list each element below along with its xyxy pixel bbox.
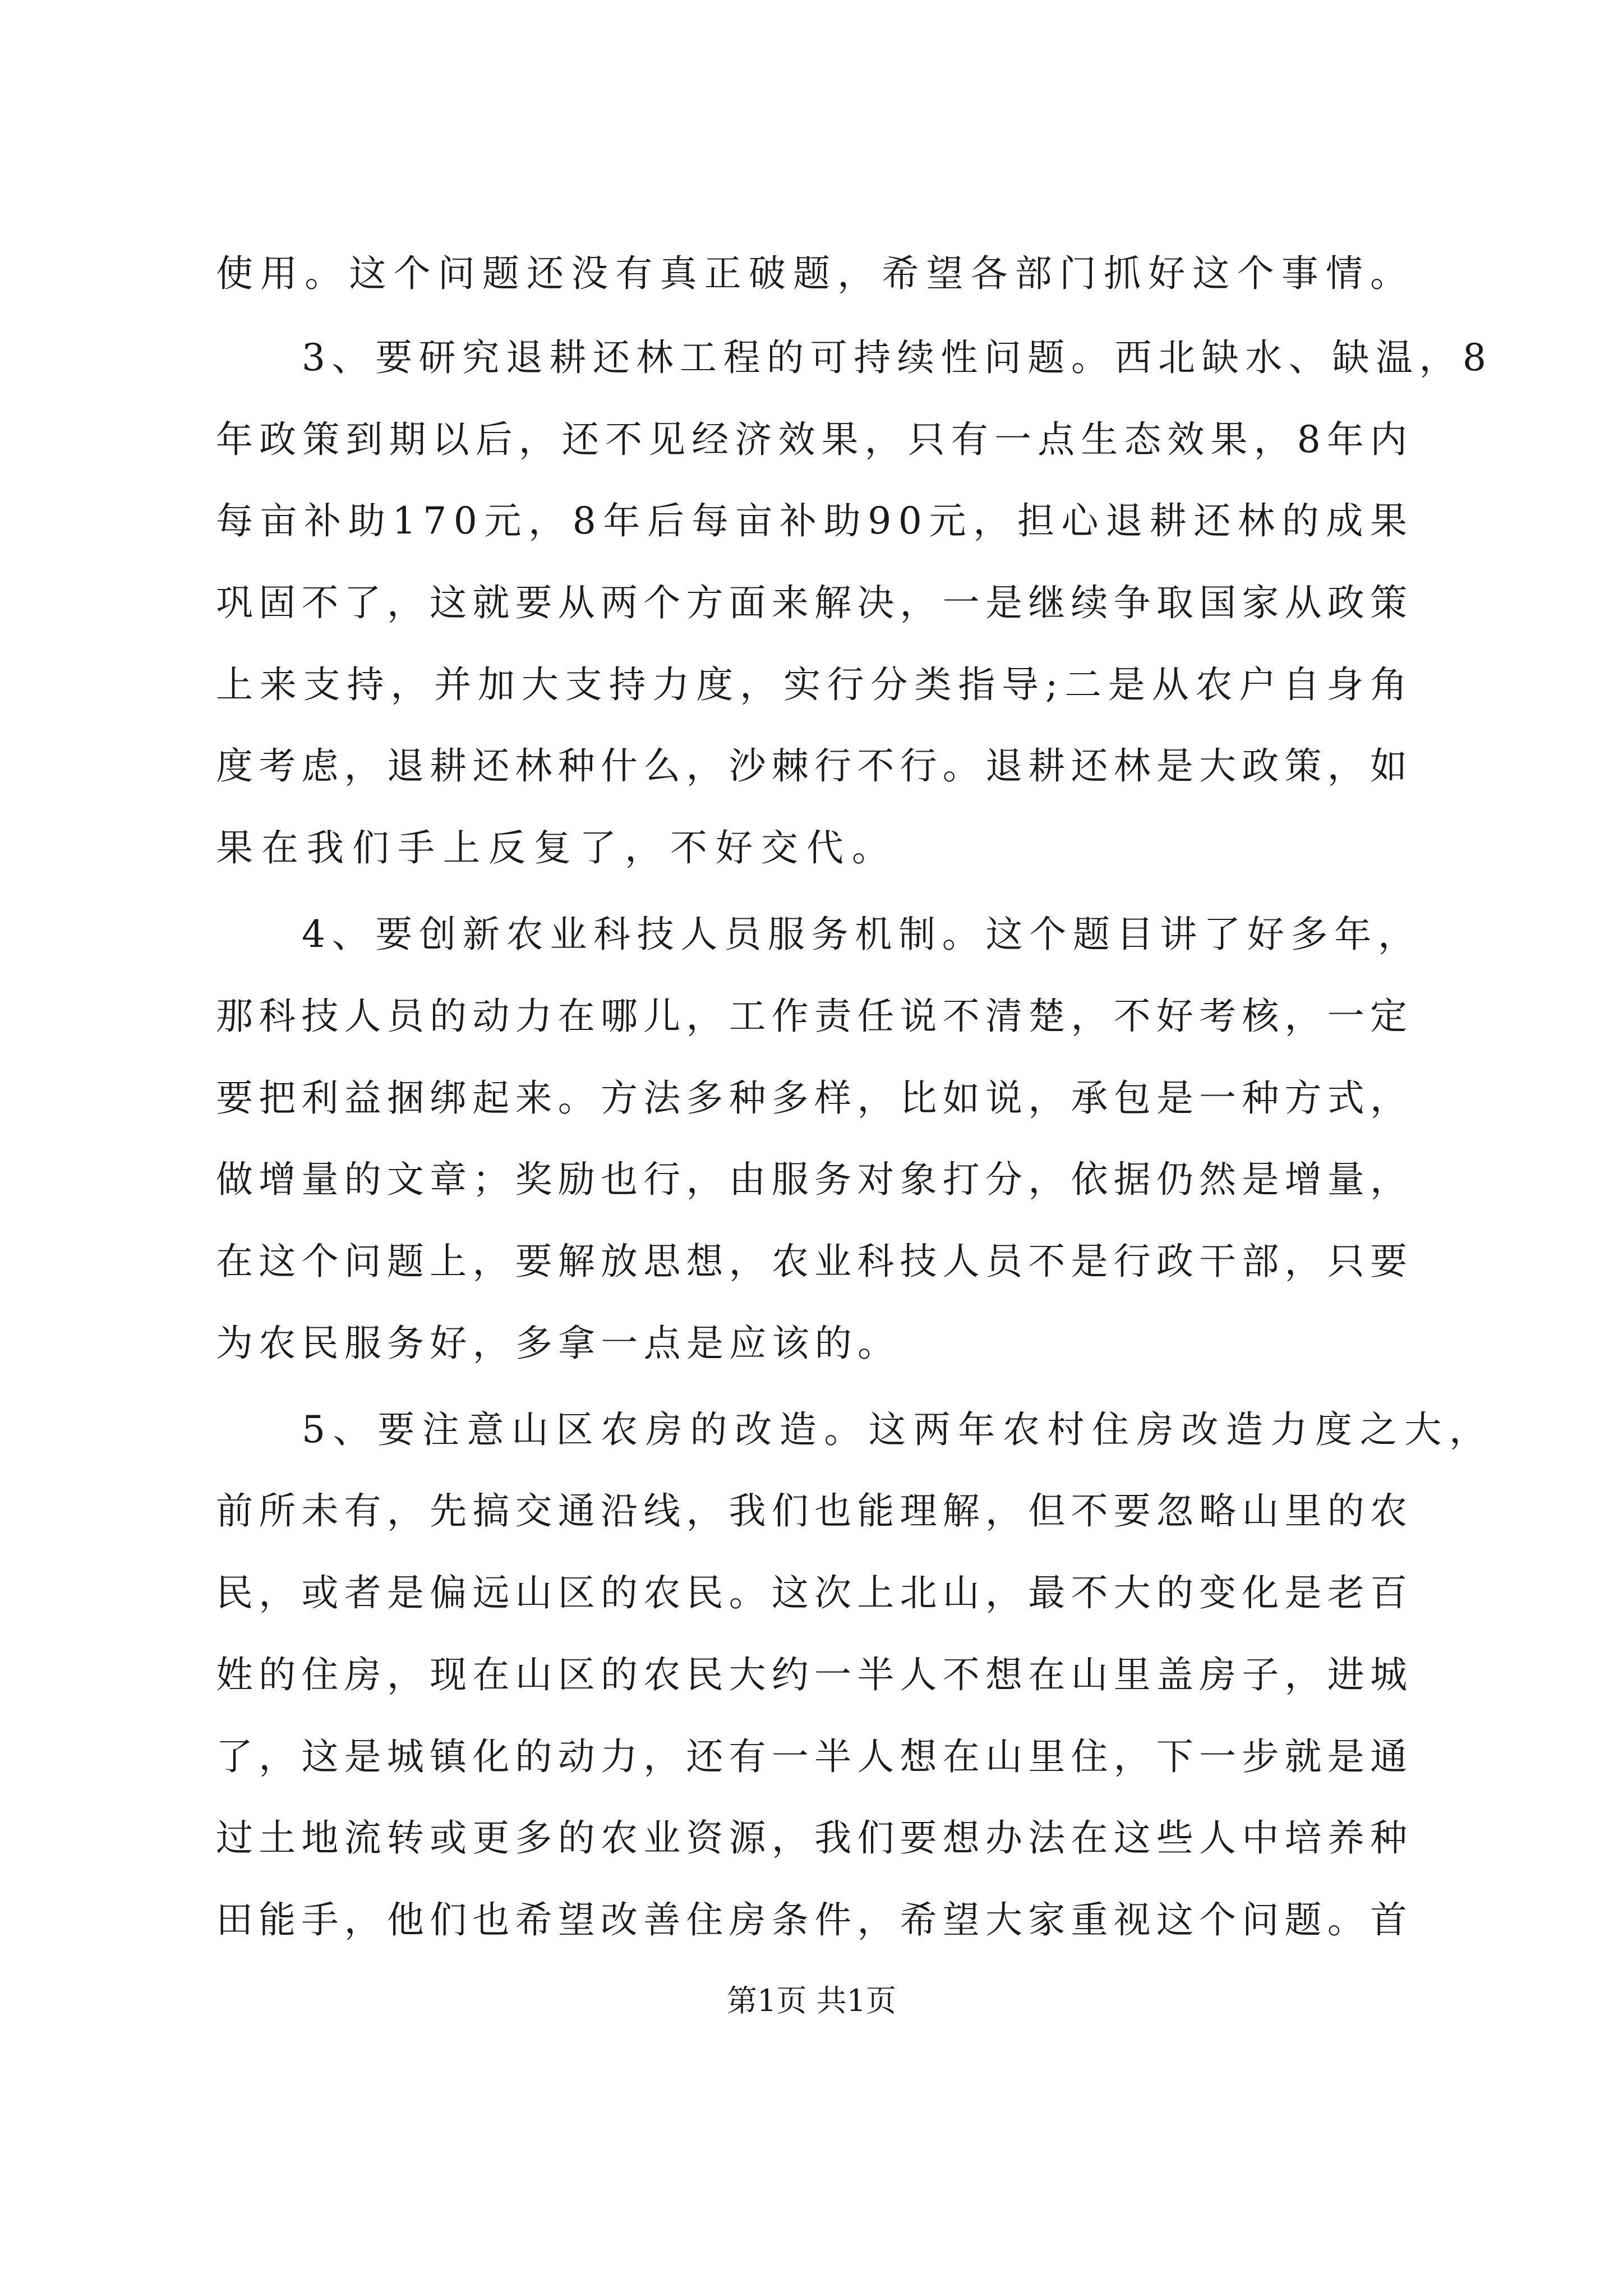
text-line-11: 要把利益捆绑起来。方法多种多样，比如说，承包是一种方式， — [216, 1076, 1413, 1120]
text-line-15: 5、要注意山区农房的改造。这两年农村住房改造力度之大， — [302, 1408, 1494, 1451]
text-line-9: 4、要创新农业科技人员服务机制。这个题目讲了好多年， — [302, 913, 1422, 956]
text-line-5: 巩固不了，这就要从两个方面来解决，一是继续争取国家从政策 — [216, 581, 1413, 624]
text-line-13: 在这个问题上，要解放思想，农业科技人员不是行政干部，只要 — [216, 1240, 1413, 1283]
text-line-14: 为农民服务好，多拿一点是应该的。 — [216, 1322, 901, 1365]
text-line-2: 3、要研究退耕还林工程的可持续性问题。西北缺水、缺温，8 — [302, 336, 1493, 379]
text-line-16: 前所未有，先搞交通沿线，我们也能理解，但不要忽略山里的农 — [216, 1489, 1413, 1533]
text-line-17: 民，或者是偏远山区的农民。这次上北山，最不大的变化是老百 — [216, 1571, 1413, 1614]
text-line-7: 度考虑，退耕还林种什么，沙棘行不行。退耕还林是大政策，如 — [216, 744, 1413, 788]
page-footer: 第1页 共1页 — [727, 1983, 896, 2018]
text-line-18: 姓的住房，现在山区的农民大约一半人不想在山里盖房子，进城 — [216, 1653, 1413, 1696]
text-line-10: 那科技人员的动力在哪儿，工作责任说不清楚，不好考核，一定 — [216, 995, 1413, 1038]
text-line-8: 果在我们手上反复了，不好交代。 — [216, 826, 897, 869]
text-line-19: 了，这是城镇化的动力，还有一半人想在山里住，下一步就是通 — [216, 1735, 1413, 1778]
text-line-12: 做增量的文章；奖励也行，由服务对象打分，依据仍然是增量， — [216, 1158, 1413, 1201]
text-line-3: 年政策到期以后，还不见经济效果，只有一点生态效果，8年内 — [216, 418, 1414, 461]
text-line-4: 每亩补助170元，8年后每亩补助90元，担心退耕还林的成果 — [216, 499, 1414, 542]
text-line-6: 上来支持，并加大支持力度，实行分类指导;二是从农户自身角 — [216, 663, 1414, 706]
text-line-1: 使用。这个问题还没有真正破题，希望各部门抓好这个事情。 — [216, 252, 1415, 295]
text-line-21: 田能手，他们也希望改善住房条件，希望大家重视这个问题。首 — [216, 1898, 1413, 1941]
text-line-20: 过土地流转或更多的农业资源，我们要想办法在这些人中培养种 — [216, 1816, 1413, 1860]
